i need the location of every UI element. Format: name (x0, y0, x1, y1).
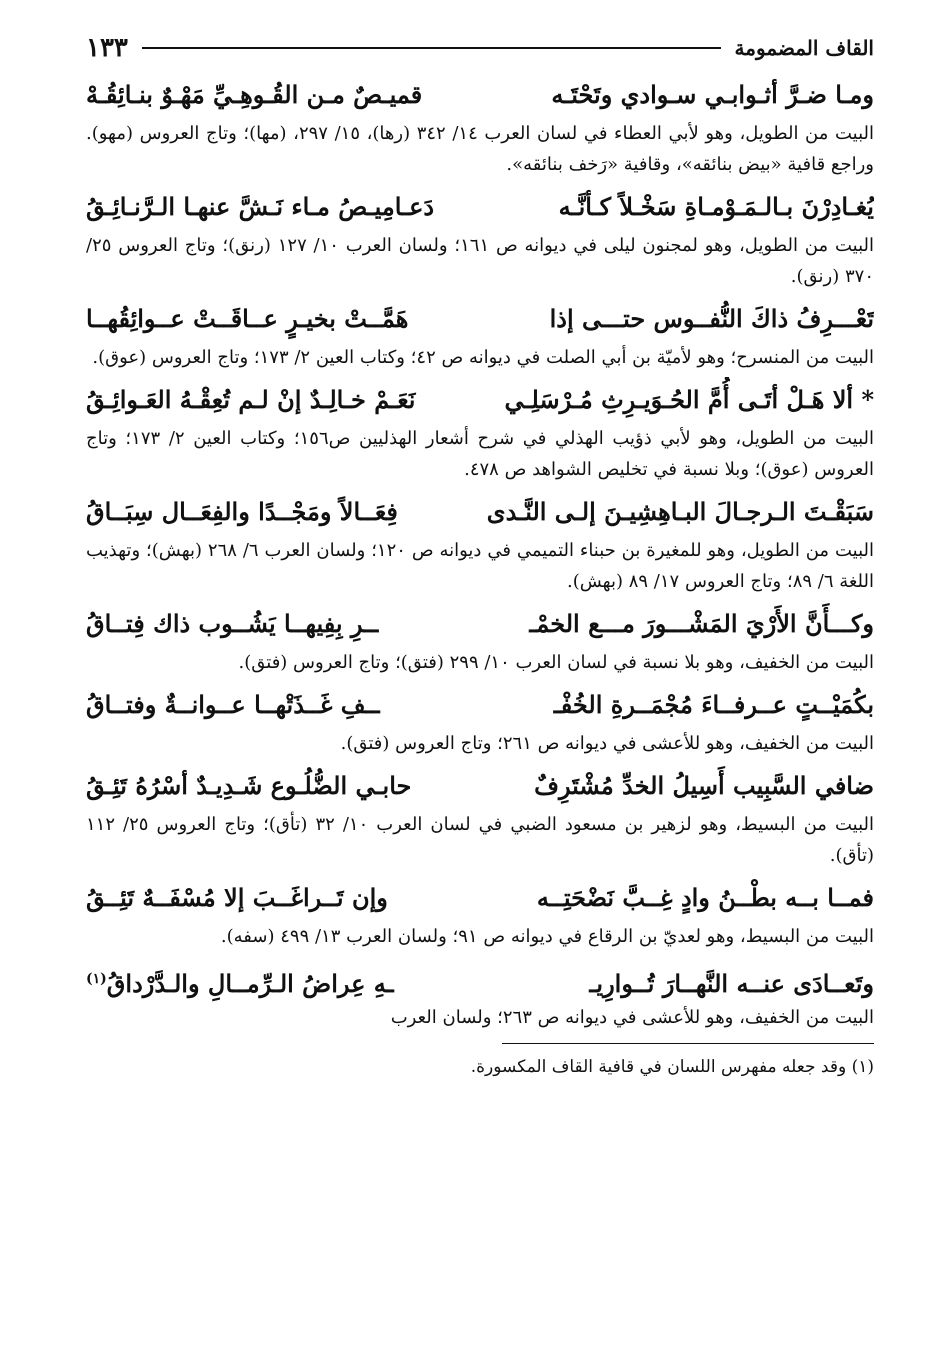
verse-second-hemistich: هَمَّــتْ بخيـرٍ عــاقَــتْ عــوائِقُهــا (86, 304, 409, 333)
verse-second-hemistich: ــفِ غَــذَتْهــا عــوانــةٌ وفتــاقُ (86, 690, 380, 719)
verse-commentary: البيت من الطويل، وهو لمجنون ليلى في ديوانه ص ١٦١؛ ولسان العرب ١٠/ ١٢٧ (رنق)؛ وتاج العروس ٢٥/ ٣٧٠ (رنق). (86, 235, 874, 287)
verse-commentary: البيت من المنسرح؛ وهو لأميّة بن أبي الصلت في ديوانه ص ٤٢؛ وكتاب العين ٢/ ١٧٣؛ وتاج العروس (عوق). (92, 347, 874, 368)
verse-first-hemistich: فمــا بــه بطْــنُ وادٍ غِــبَّ نَضْحَتِــه (536, 883, 874, 912)
verse-second-hemistich: حابـي الضُّلُـوع شَـدِيـدٌ أسْرُهُ تَئِـقُ (86, 771, 412, 800)
verse-entry (86, 72, 874, 180)
running-title: القاف المضمومة (734, 36, 874, 60)
verse-commentary: البيت من البسيط، وهو لزهير بن مسعود الضبي في لسان العرب ١٠/ ٣٢ (تأق)؛ وتاج العروس ٢٥/ ١١٢ (تأق). (86, 814, 874, 866)
verse-line (86, 72, 874, 118)
verse-commentary: البيت من الطويل، وهو لأبي العطاء في لسان العرب ١٤/ ٣٤٢ (رها)، ١٥/ ٢٩٧، (مها)؛ وتاج العروس (مهو). وراجع قافية «بيض بنائقه»، وقافية «رَخف بنائقه». (86, 123, 875, 175)
verse-commentary: البيت من الطويل، وهو للمغيرة بن حبناء التميمي في ديوانه ص ١٢٠؛ ولسان العرب ٦/ ٢٦٨ (بهش)؛ وتهذيب اللغة ٦/ ٨٩؛ وتاج العروس ١٧/ ٨٩ (بهش). (86, 540, 874, 592)
verse-entry (86, 763, 874, 871)
verse-first-hemistich: سَبَقْـتَ الـرجـالَ البـاهِشِيـنَ إلـى النَّـدى (486, 497, 874, 526)
verse-entry (86, 296, 874, 373)
verse-second-hemistich: وإن تَــراغَــبَ إلا مُسْفَــهٌ تَئِــقُ (86, 883, 388, 912)
verse-first-hemistich: يُغـادِرْنَ بـالـمَـوْمـاةِ سَخْـلاً كـأنَّـه (558, 192, 874, 221)
verse-entry (86, 489, 874, 597)
verse-line (86, 682, 874, 728)
verse-line (86, 296, 874, 342)
verse-line (86, 601, 874, 647)
page-header (86, 28, 874, 68)
verse-line (86, 875, 874, 921)
verse-first-hemistich: ومـا ضـرَّ أثـوابـي سـوادي وتَحْتَـه (551, 80, 874, 109)
footnote-divider (502, 1043, 874, 1044)
verse-first-hemistich: * ألا هَـلْ أتَـى أُمَّ الحُـوَيـرِثِ مُـرْسَلِـي (504, 385, 874, 414)
verse-line (86, 184, 874, 230)
verse-commentary: البيت من الطويل، وهو لأبي ذؤيب الهذلي في شرح أشعار الهذليين ص١٥٦؛ وكتاب العين ٢/ ١٧٣؛ وتاج العروس (عوق)؛ وبلا نسبة في تخليص الشواهد ص ٤٧٨. (86, 428, 875, 480)
verse-entry (86, 956, 874, 1033)
verse-second-hemistich: فِعَــالاً ومَجْــدًا والفِعَــال سِبَــاقُ (86, 497, 398, 526)
verse-line (86, 956, 874, 1002)
verse-entry (86, 601, 874, 678)
verse-first-hemistich: وتَعــادَى عنــه النَّهــارَ تُــوارِيـ (589, 969, 874, 998)
verse-line (86, 763, 874, 809)
footnote: (١) وقد جعله مفهرس اللسان في قافية القاف المكسورة. (470, 1057, 874, 1077)
verse-second-hemistich: قميـصٌ مـن القُـوهِـيِّ مَهْـوٌ بنـائِقُـهْ (86, 80, 423, 109)
verse-commentary: البيت من الخفيف، وهو للأعشى في ديوانه ص ٢٦٣؛ ولسان العرب (390, 1007, 874, 1028)
verse-commentary: البيت من الخفيف، وهو بلا نسبة في لسان العرب ١٠/ ٢٩٩ (فتق)؛ وتاج العروس (فتق). (238, 652, 874, 673)
verse-commentary: البيت من الخفيف، وهو للأعشى في ديوانه ص ٢٦١؛ وتاج العروس (فتق). (340, 733, 874, 754)
verse-entry (86, 875, 874, 952)
verse-entry (86, 377, 874, 485)
verse-commentary: البيت من البسيط، وهو لعديّ بن الرقاع في ديوانه ص ٩١؛ ولسان العرب ١٣/ ٤٩٩ (سفه). (220, 926, 874, 947)
verse-second-hemistich-text: ـهِ عِراضُ الـرِّمــالِ والـدَّرْداقُ (106, 969, 394, 998)
header-rule (142, 47, 721, 49)
footnote-reference[interactable]: (١) (86, 971, 107, 987)
verse-first-hemistich: وكـــأَنَّ الأَرْيَ المَشْـــورَ مـــع الخمْـ (529, 609, 874, 638)
verse-second-hemistich (86, 956, 394, 1002)
verse-entry (86, 682, 874, 759)
verse-first-hemistich: ضافي السَّبِيب أَسِيلُ الخدِّ مُشْتَرِفٌ (534, 771, 874, 800)
verse-second-hemistich: دَعـامِيـصُ مـاء نَـشَّ عنهـا الـرَّنـائِـقُ (86, 192, 435, 221)
verse-entry (86, 184, 874, 292)
document-page (86, 28, 874, 1082)
verse-line (86, 377, 874, 423)
verse-first-hemistich: بكُمَيْــتٍ عــرفــاءَ مُجْمَــرةِ الخُفْـ (553, 690, 874, 719)
verse-second-hemistich: نَعَـمْ خـالِـدٌ إنْ لـم تُعِقْـهُ العَـوائِـقُ (86, 385, 416, 414)
verse-second-hemistich: ــرِ بِفِيهــا يَشُــوب ذاك فِتــاقُ (86, 609, 379, 638)
verse-first-hemistich: تَعْـــرِفُ ذاكَ النُّفــوس حتـــى إذا (549, 304, 874, 333)
page-number: ١٣٣ (86, 33, 128, 63)
verse-line (86, 489, 874, 535)
